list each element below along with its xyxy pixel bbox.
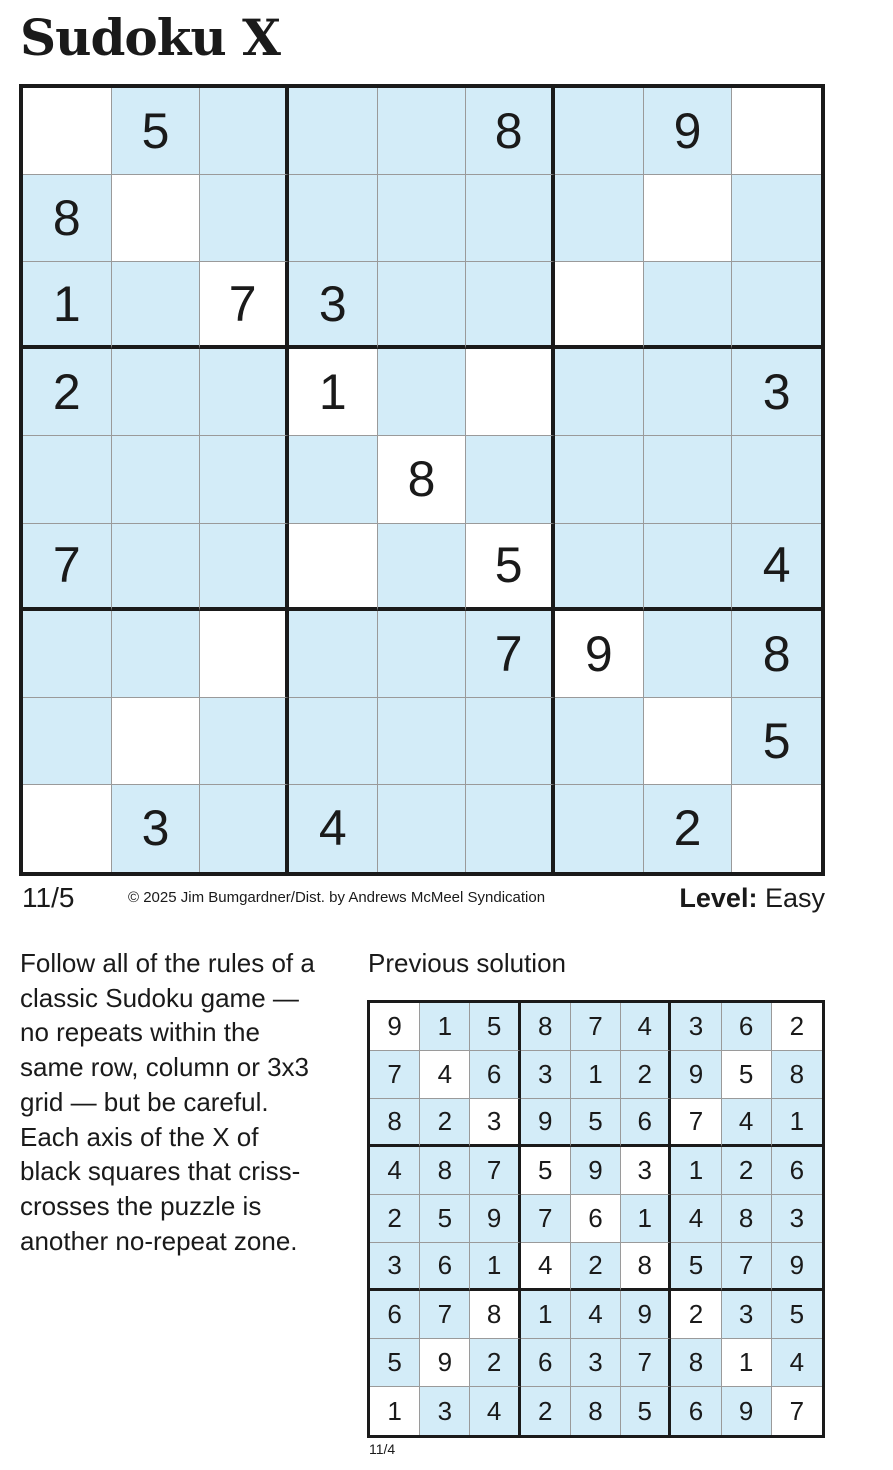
solution-cell-r2-c7: 9 xyxy=(671,1051,721,1099)
sudoku-cell-r4-c7[interactable] xyxy=(555,349,644,436)
sudoku-cell-r2-c1[interactable]: 8 xyxy=(23,175,112,262)
solution-cell-r6-c3: 1 xyxy=(470,1243,520,1291)
solution-cell-r5-c5: 6 xyxy=(571,1195,621,1243)
sudoku-cell-r9-c8[interactable]: 2 xyxy=(644,785,733,872)
sudoku-cell-r9-c9[interactable] xyxy=(732,785,821,872)
solution-cell-r5-c9: 3 xyxy=(772,1195,822,1243)
solution-cell-r1-c1: 9 xyxy=(370,1003,420,1051)
sudoku-cell-r8-c6[interactable] xyxy=(466,698,555,785)
sudoku-cell-r2-c5[interactable] xyxy=(378,175,467,262)
solution-cell-r1-c7: 3 xyxy=(671,1003,721,1051)
solution-cell-r6-c1: 3 xyxy=(370,1243,420,1291)
sudoku-cell-r8-c3[interactable] xyxy=(200,698,289,785)
solution-cell-r2-c3: 6 xyxy=(470,1051,520,1099)
solution-cell-r7-c9: 5 xyxy=(772,1291,822,1339)
sudoku-cell-r5-c3[interactable] xyxy=(200,436,289,523)
sudoku-cell-r6-c6[interactable]: 5 xyxy=(466,524,555,611)
sudoku-cell-r6-c5[interactable] xyxy=(378,524,467,611)
sudoku-cell-r9-c1[interactable] xyxy=(23,785,112,872)
solution-cell-r1-c8: 6 xyxy=(722,1003,772,1051)
sudoku-cell-r2-c4[interactable] xyxy=(289,175,378,262)
solution-cell-r8-c7: 8 xyxy=(671,1339,721,1387)
solution-cell-r4-c2: 8 xyxy=(420,1147,470,1195)
solution-cell-r8-c1: 5 xyxy=(370,1339,420,1387)
solution-cell-r7-c3: 8 xyxy=(470,1291,520,1339)
solution-cell-r3-c2: 2 xyxy=(420,1099,470,1147)
solution-cell-r3-c3: 3 xyxy=(470,1099,520,1147)
sudoku-cell-r7-c3[interactable] xyxy=(200,611,289,698)
solution-cell-r2-c1: 7 xyxy=(370,1051,420,1099)
solution-cell-r9-c6: 5 xyxy=(621,1387,671,1435)
solution-cell-r6-c9: 9 xyxy=(772,1243,822,1291)
solution-cell-r5-c4: 7 xyxy=(521,1195,571,1243)
sudoku-cell-r5-c4[interactable] xyxy=(289,436,378,523)
sudoku-cell-r1-c7[interactable] xyxy=(555,88,644,175)
sudoku-cell-r1-c4[interactable] xyxy=(289,88,378,175)
sudoku-cell-r7-c2[interactable] xyxy=(112,611,201,698)
sudoku-cell-r4-c8[interactable] xyxy=(644,349,733,436)
solution-cell-r5-c2: 5 xyxy=(420,1195,470,1243)
solution-cell-r3-c6: 6 xyxy=(621,1099,671,1147)
sudoku-cell-r4-c1[interactable]: 2 xyxy=(23,349,112,436)
instructions-text: Follow all of the rules of a classic Sudoku game — no repeats within the same row, column or 3x3 grid — but be careful. Each axis of the X of black squares that criss-crosses the puzzle is another no-repeat zone. xyxy=(20,948,315,1256)
solution-cell-r3-c1: 8 xyxy=(370,1099,420,1147)
solution-cell-r7-c8: 3 xyxy=(722,1291,772,1339)
solution-cell-r1-c6: 4 xyxy=(621,1003,671,1051)
solution-cell-r1-c3: 5 xyxy=(470,1003,520,1051)
solution-cell-r7-c4: 1 xyxy=(521,1291,571,1339)
solution-cell-r7-c2: 7 xyxy=(420,1291,470,1339)
sudoku-cell-r6-c3[interactable] xyxy=(200,524,289,611)
solution-cell-r4-c8: 2 xyxy=(722,1147,772,1195)
puzzle-title: Sudoku X xyxy=(20,8,280,67)
sudoku-cell-r3-c1[interactable]: 1 xyxy=(23,262,112,349)
sudoku-cell-r4-c4[interactable]: 1 xyxy=(289,349,378,436)
solution-cell-r8-c5: 3 xyxy=(571,1339,621,1387)
sudoku-cell-r1-c1[interactable] xyxy=(23,88,112,175)
solution-cell-r6-c5: 2 xyxy=(571,1243,621,1291)
solution-cell-r2-c4: 3 xyxy=(521,1051,571,1099)
sudoku-cell-r6-c7[interactable] xyxy=(555,524,644,611)
sudoku-cell-r5-c5[interactable]: 8 xyxy=(378,436,467,523)
sudoku-cell-r8-c5[interactable] xyxy=(378,698,467,785)
solution-cell-r7-c1: 6 xyxy=(370,1291,420,1339)
solution-cell-r1-c5: 7 xyxy=(571,1003,621,1051)
sudoku-cell-r7-c5[interactable] xyxy=(378,611,467,698)
previous-solution-label: Previous solution xyxy=(368,948,566,978)
sudoku-cell-r7-c4[interactable] xyxy=(289,611,378,698)
sudoku-cell-r7-c1[interactable] xyxy=(23,611,112,698)
sudoku-cell-r7-c6[interactable]: 7 xyxy=(466,611,555,698)
sudoku-cell-r3-c5[interactable] xyxy=(378,262,467,349)
sudoku-cell-r4-c2[interactable] xyxy=(112,349,201,436)
sudoku-cell-r3-c4[interactable]: 3 xyxy=(289,262,378,349)
solution-cell-r6-c6: 8 xyxy=(621,1243,671,1291)
difficulty-level xyxy=(679,881,825,915)
solution-cell-r8-c2: 9 xyxy=(420,1339,470,1387)
solution-cell-r1-c4: 8 xyxy=(521,1003,571,1051)
solution-cell-r2-c8: 5 xyxy=(722,1051,772,1099)
sudoku-cell-r4-c9[interactable]: 3 xyxy=(732,349,821,436)
sudoku-cell-r2-c9[interactable] xyxy=(732,175,821,262)
solution-cell-r5-c8: 8 xyxy=(722,1195,772,1243)
sudoku-cell-r8-c8[interactable] xyxy=(644,698,733,785)
sudoku-cell-r1-c9[interactable] xyxy=(732,88,821,175)
level-value: Easy xyxy=(764,883,825,913)
solution-cell-r8-c3: 2 xyxy=(470,1339,520,1387)
previous-solution-date: 11/4 xyxy=(369,1441,396,1457)
solution-cell-r6-c8: 7 xyxy=(722,1243,772,1291)
solution-cell-r6-c2: 6 xyxy=(420,1243,470,1291)
sudoku-cell-r9-c3[interactable] xyxy=(200,785,289,872)
sudoku-cell-r7-c9[interactable]: 8 xyxy=(732,611,821,698)
solution-cell-r4-c6: 3 xyxy=(621,1147,671,1195)
solution-cell-r7-c6: 9 xyxy=(621,1291,671,1339)
solution-cell-r4-c3: 7 xyxy=(470,1147,520,1195)
sudoku-cell-r2-c8[interactable] xyxy=(644,175,733,262)
previous-solution-grid xyxy=(367,1000,825,1438)
solution-cell-r9-c7: 6 xyxy=(671,1387,721,1435)
sudoku-cell-r9-c2[interactable]: 3 xyxy=(112,785,201,872)
solution-cell-r1-c9: 2 xyxy=(772,1003,822,1051)
solution-cell-r7-c7: 2 xyxy=(671,1291,721,1339)
sudoku-cell-r1-c3[interactable] xyxy=(200,88,289,175)
solution-cell-r7-c5: 4 xyxy=(571,1291,621,1339)
sudoku-cell-r4-c3[interactable] xyxy=(200,349,289,436)
level-label: Level: xyxy=(679,883,758,913)
sudoku-cell-r5-c7[interactable] xyxy=(555,436,644,523)
solution-cell-r9-c4: 2 xyxy=(521,1387,571,1435)
sudoku-cell-r6-c1[interactable]: 7 xyxy=(23,524,112,611)
sudoku-cell-r5-c2[interactable] xyxy=(112,436,201,523)
sudoku-cell-r2-c3[interactable] xyxy=(200,175,289,262)
solution-cell-r2-c5: 1 xyxy=(571,1051,621,1099)
solution-cell-r3-c8: 4 xyxy=(722,1099,772,1147)
sudoku-cell-r1-c6[interactable]: 8 xyxy=(466,88,555,175)
sudoku-cell-r3-c6[interactable] xyxy=(466,262,555,349)
solution-cell-r5-c7: 4 xyxy=(671,1195,721,1243)
solution-cell-r9-c2: 3 xyxy=(420,1387,470,1435)
sudoku-cell-r5-c6[interactable] xyxy=(466,436,555,523)
solution-cell-r9-c1: 1 xyxy=(370,1387,420,1435)
solution-cell-r3-c5: 5 xyxy=(571,1099,621,1147)
solution-cell-r9-c9: 7 xyxy=(772,1387,822,1435)
solution-cell-r6-c7: 5 xyxy=(671,1243,721,1291)
sudoku-cell-r8-c2[interactable] xyxy=(112,698,201,785)
solution-cell-r2-c6: 2 xyxy=(621,1051,671,1099)
solution-cell-r4-c9: 6 xyxy=(772,1147,822,1195)
sudoku-cell-r6-c8[interactable] xyxy=(644,524,733,611)
solution-cell-r3-c7: 7 xyxy=(671,1099,721,1147)
sudoku-cell-r3-c7[interactable] xyxy=(555,262,644,349)
solution-cell-r8-c4: 6 xyxy=(521,1339,571,1387)
sudoku-cell-r2-c6[interactable] xyxy=(466,175,555,262)
sudoku-cell-r3-c9[interactable] xyxy=(732,262,821,349)
sudoku-cell-r6-c9[interactable]: 4 xyxy=(732,524,821,611)
sudoku-cell-r9-c4[interactable]: 4 xyxy=(289,785,378,872)
sudoku-cell-r5-c9[interactable] xyxy=(732,436,821,523)
solution-cell-r5-c6: 1 xyxy=(621,1195,671,1243)
sudoku-cell-r3-c2[interactable] xyxy=(112,262,201,349)
copyright-notice: © 2025 Jim Bumgardner/Dist. by Andrews McMeel Syndication xyxy=(128,889,546,906)
sudoku-cell-r5-c1[interactable] xyxy=(23,436,112,523)
solution-cell-r9-c5: 8 xyxy=(571,1387,621,1435)
sudoku-cell-r6-c2[interactable] xyxy=(112,524,201,611)
sudoku-cell-r2-c2[interactable] xyxy=(112,175,201,262)
sudoku-cell-r7-c7[interactable]: 9 xyxy=(555,611,644,698)
sudoku-cell-r8-c4[interactable] xyxy=(289,698,378,785)
solution-cell-r4-c5: 9 xyxy=(571,1147,621,1195)
solution-cell-r8-c6: 7 xyxy=(621,1339,671,1387)
sudoku-cell-r9-c6[interactable] xyxy=(466,785,555,872)
sudoku-cell-r8-c7[interactable] xyxy=(555,698,644,785)
sudoku-cell-r3-c3[interactable]: 7 xyxy=(200,262,289,349)
solution-cell-r4-c7: 1 xyxy=(671,1147,721,1195)
solution-cell-r2-c9: 8 xyxy=(772,1051,822,1099)
sudoku-cell-r9-c7[interactable] xyxy=(555,785,644,872)
sudoku-cell-r9-c5[interactable] xyxy=(378,785,467,872)
sudoku-cell-r8-c9[interactable]: 5 xyxy=(732,698,821,785)
solution-cell-r5-c1: 2 xyxy=(370,1195,420,1243)
solution-cell-r8-c9: 4 xyxy=(772,1339,822,1387)
sudoku-cell-r5-c8[interactable] xyxy=(644,436,733,523)
solution-cell-r5-c3: 9 xyxy=(470,1195,520,1243)
sudoku-cell-r8-c1[interactable] xyxy=(23,698,112,785)
sudoku-cell-r1-c2[interactable]: 5 xyxy=(112,88,201,175)
solution-cell-r9-c8: 9 xyxy=(722,1387,772,1435)
solution-cell-r4-c1: 4 xyxy=(370,1147,420,1195)
solution-cell-r1-c2: 1 xyxy=(420,1003,470,1051)
sudoku-cell-r2-c7[interactable] xyxy=(555,175,644,262)
sudoku-cell-r1-c5[interactable] xyxy=(378,88,467,175)
sudoku-cell-r3-c8[interactable] xyxy=(644,262,733,349)
sudoku-cell-r6-c4[interactable] xyxy=(289,524,378,611)
solution-cell-r3-c9: 1 xyxy=(772,1099,822,1147)
solution-cell-r9-c3: 4 xyxy=(470,1387,520,1435)
solution-cell-r3-c4: 9 xyxy=(521,1099,571,1147)
sudoku-cell-r4-c5[interactable] xyxy=(378,349,467,436)
puzzle-date: 11/5 xyxy=(22,882,75,913)
solution-cell-r2-c2: 4 xyxy=(420,1051,470,1099)
solution-cell-r4-c4: 5 xyxy=(521,1147,571,1195)
sudoku-cell-r7-c8[interactable] xyxy=(644,611,733,698)
solution-cell-r6-c4: 4 xyxy=(521,1243,571,1291)
sudoku-cell-r1-c8[interactable]: 9 xyxy=(644,88,733,175)
solution-cell-r8-c8: 1 xyxy=(722,1339,772,1387)
sudoku-cell-r4-c6[interactable] xyxy=(466,349,555,436)
sudoku-grid xyxy=(19,84,825,876)
